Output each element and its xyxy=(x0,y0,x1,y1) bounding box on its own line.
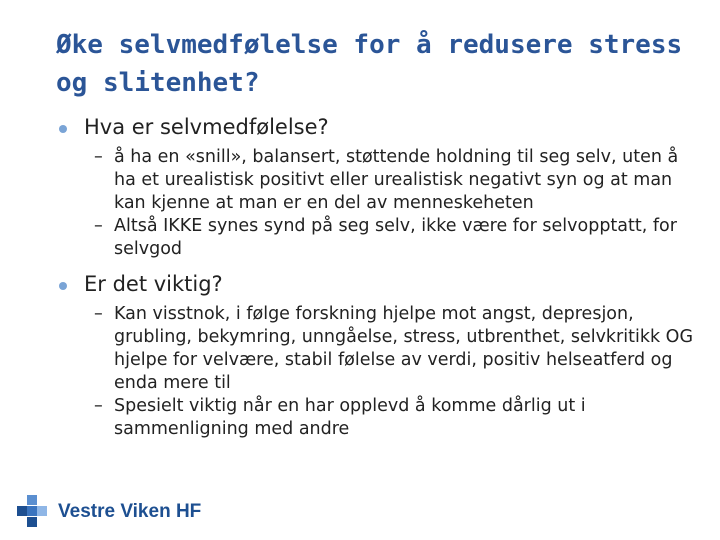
bullet-item xyxy=(56,112,696,142)
sub-bullet-item xyxy=(56,215,696,261)
sub-bullet-text: Kan visstnok, i følge forskning hjelpe mot angst, depresjon, grubling, bekymring, unngåelse, stress, utbrenthet, selvkritikk OG hjelpe for velvære, stabil følelse av verdi, positiv helseatferd og enda mere til xyxy=(114,304,694,393)
dash-icon: – xyxy=(94,216,103,236)
bullet-dot-icon xyxy=(59,125,67,133)
logo-text: Vestre Viken HF xyxy=(58,501,202,522)
sub-bullet-item xyxy=(56,395,696,441)
slide-content xyxy=(56,112,696,449)
slide-title: Øke selvmedfølelse for å redusere stress og slitenhet? xyxy=(56,30,683,98)
sub-bullet-item xyxy=(56,146,696,215)
sub-bullet-text: Altså IKKE synes synd på seg selv, ikke være for selvopptatt, for selvgod xyxy=(114,216,677,259)
sub-bullet-list xyxy=(56,146,696,261)
sub-bullet-text: å ha en «snill», balansert, støttende holdning til seg selv, uten å ha et urealistisk positivt eller urealistisk negativt syn og at man kan kjenne at man er en del av menneskeheten xyxy=(114,147,679,213)
dash-icon: – xyxy=(94,304,103,324)
sub-bullet-item xyxy=(56,303,696,395)
logo xyxy=(14,495,201,529)
dash-icon: – xyxy=(94,396,103,416)
cross-logo-icon xyxy=(14,494,50,530)
bullet-item xyxy=(56,269,696,299)
bullet-text: Er det viktig? xyxy=(84,272,223,296)
bullet-text: Hva er selvmedfølelse? xyxy=(84,115,329,139)
bullet-dot-icon xyxy=(59,282,67,290)
dash-icon: – xyxy=(94,147,103,167)
sub-bullet-list xyxy=(56,303,696,441)
sub-bullet-text: Spesielt viktig når en har opplevd å komme dårlig ut i sammenligning med andre xyxy=(114,396,586,439)
